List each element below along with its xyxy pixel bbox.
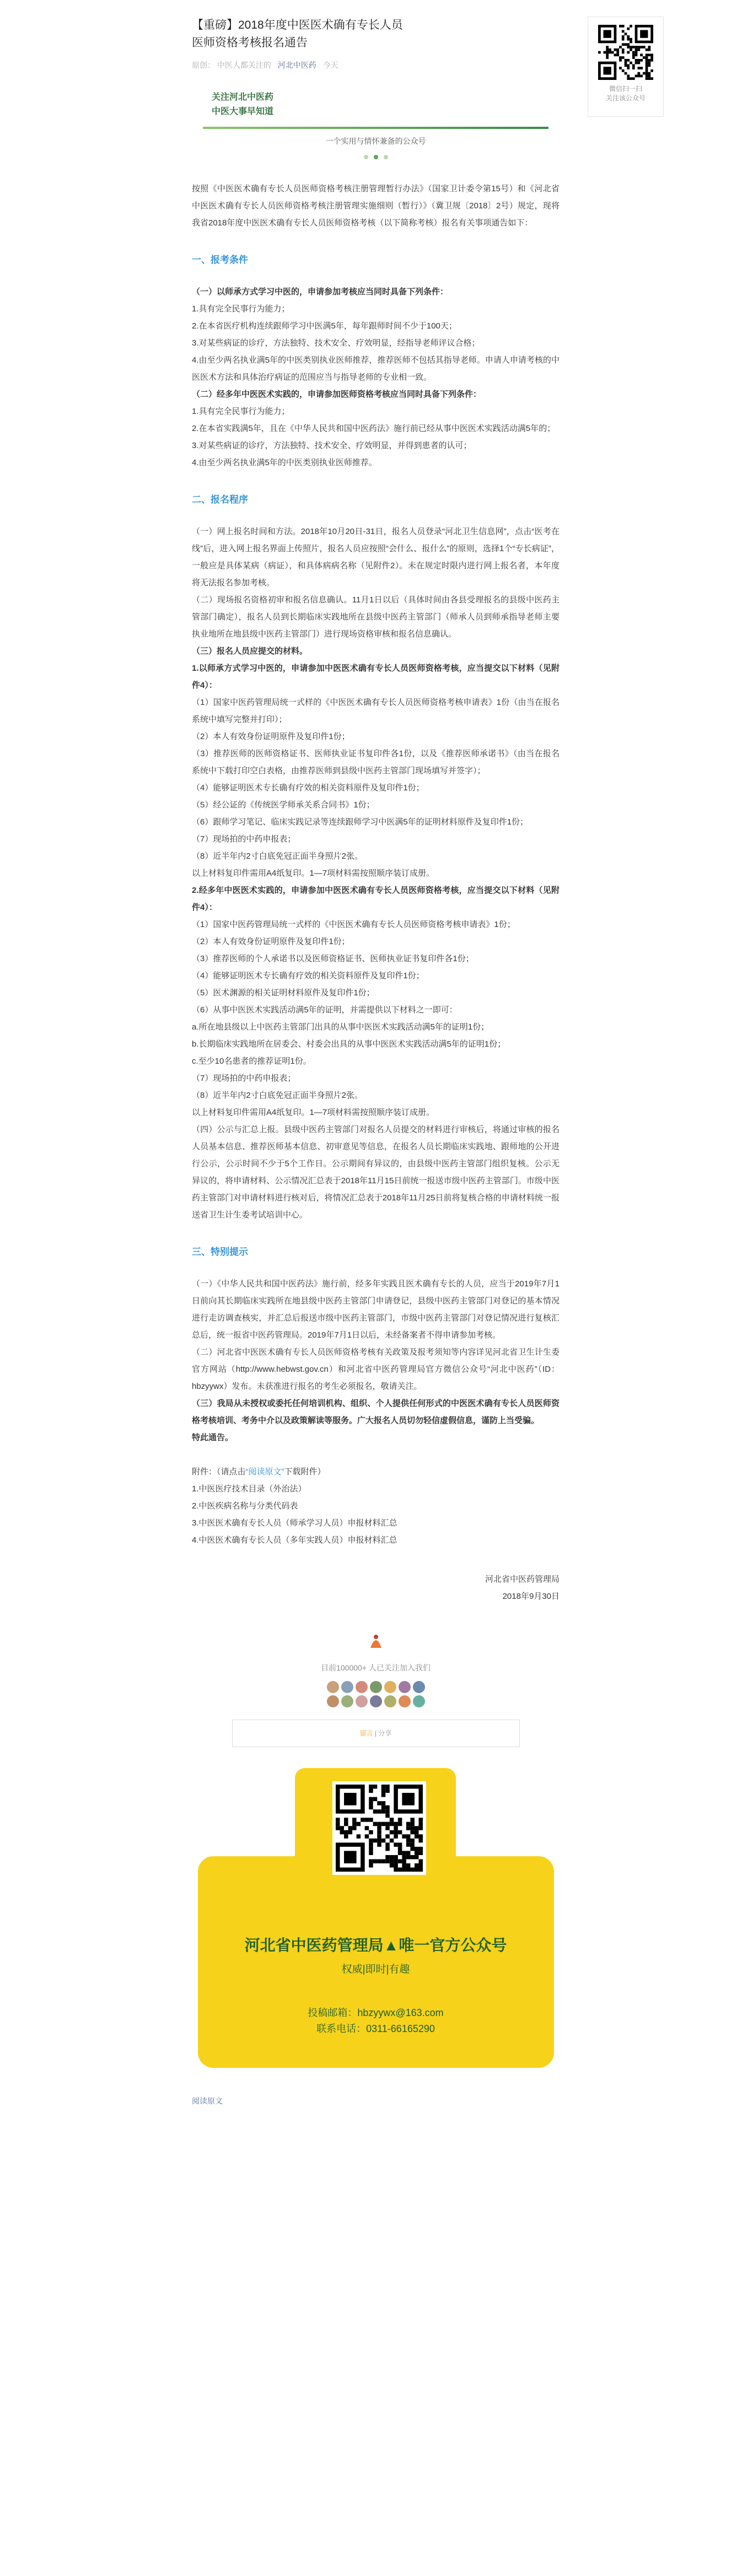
para: （7）现场拍的中药申报表； [192,834,296,844]
banner-slogan-line2: 中医大事早知道 [212,107,274,116]
avatar [370,1681,382,1693]
para: 1.具有完全民事行为能力； [192,304,290,314]
avatar [399,1695,411,1707]
para: 1.以师承方式学习中医的，申请参加中医医术确有专长人员医师资格考核，应当提交以下材料（见附件4）： [192,664,560,690]
section-title-3: 三、特别提示 [192,1247,248,1257]
avatar [384,1695,396,1707]
para: 2.在本省医疗机构连续跟师学习中医满5年，每年跟师时间不少于100天； [192,321,457,331]
para: （1）国家中医药管理局统一式样的《中医医术确有专长人员医师资格考核申请表》1份； [192,920,515,929]
account-link[interactable]: 河北中医药 [277,61,316,69]
qr-caption-2: 关注该公众号 [605,94,646,102]
para: （四）公示与汇总上报。县级中医药主管部门对报名人员提交的材料进行审核后，将通过审核的报名人员基本信息、推荐医师基本信息、初审意见等信息，在报名人员长期临床实践地、跟师地的公开进行公示，公示时间不少于5个工作日。公示期间有异议的，由县级中医药主管部门组织复核。公示无异议的，将申请材料、公示情况汇总表于2018年11月15日前统一报送市级中医药主管部门。市级中医药主管部门对申请材料进行核对后，将情况汇总表于2018年11月25日前将复核合格的申请材料统一报送省卫生计生委考试培训中心。 [192,1125,560,1220]
para: （3）推荐医师的医师资格证书、医师执业证书复印件各1份，以及《推荐医师承诺书》（由当在报名系统中下载打印空白表格，由推荐医师到县级中医药主管部门现场填写并签字）； [192,749,560,775]
card-tagline: 权威|即时|有趣 [341,1964,410,1975]
para: （一）《中华人民共和国中医药法》施行前，经多年实践且医术确有专长的人员，应当于2019年7月1日前向其长期临床实践所在地县级中医药主管部门申请登记，县级中医药主管部门对登记的基本情况进行走访调查核实，并汇总后报送市级中医药主管部门，市级中医药主管部门对登记情况进行复核汇总后，统一报省中医药管理局。2019年7月1日以后，未经备案者不得申请参加考核。 [192,1279,560,1340]
dot-active [374,155,378,159]
section-title-2: 二、报名程序 [192,494,248,505]
para: （5）医术渊源的相关证明材料原件及复印件1份； [192,988,375,998]
account-logo-icon [365,1629,387,1651]
attachment-item: 1.中医医疗技术目录（外治法） [192,1484,306,1494]
avatar [356,1681,368,1693]
article-title: 【重磅】2018年度中医医术确有专长人员医师资格考核报名通告 [192,19,403,49]
qr-caption-1: 微信扫一扫 [609,85,642,93]
comment-button[interactable]: 留言 [359,1729,373,1737]
sign-org: 河北省中医药管理局 [485,1575,560,1584]
para: （三）我局从未授权或委托任何培训机构、组织、个人提供任何形式的中医医术确有专长人员医师资格考核培训、考务中介以及政策解读等服务。广大报名人员切勿轻信虚假信息，谨防上当受骗。 [192,1399,560,1425]
para: b.长期临床实践地所在居委会、村委会出具的从事中医医术实践活动满5年的证明1份； [192,1039,506,1049]
para: （6）跟师学习笔记、临床实践记录等连续跟师学习中医满5年的证明材料原件及复印件1份； [192,817,529,827]
article [192,0,560,2106]
para: （1）国家中医药管理局统一式样的《中医医术确有专长人员医师资格考核申请表》1份（由当在报名系统中填写完整并打印）； [192,698,560,724]
para: 4.由至少两名执业满5年的中医类别执业医师推荐。 [192,458,377,467]
para: 2.经多年中医医术实践的，申请参加中医医术确有专长人员医师资格考核，应当提交以下材料（见附件4）： [192,886,560,912]
para: （7）现场拍的中药申报表； [192,1074,296,1083]
para: （6）从事中医医术实践活动满5年的证明，并需提供以下材料之一即可： [192,1005,458,1015]
avatar [327,1695,339,1707]
attachment-item: 3.中医医术确有专长人员（师承学习人员）申报材料汇总 [192,1518,397,1528]
avatar [370,1695,382,1707]
para: 特此通告。 [192,1433,234,1442]
banner-dots [192,152,560,162]
meta-date: 今天 [322,61,338,69]
para: （4）能够证明医术专长确有疗效的相关资料原件及复印件1份； [192,783,424,793]
para: （三）报名人员应提交的材料。 [192,646,308,656]
card-contact [198,2005,554,2037]
header-banner [192,86,560,163]
para: （5）经公证的《传统医学师承关系合同书》1份； [192,800,375,810]
follow-qr-panel [588,17,664,117]
banner-subtitle: 一个实用与情怀兼备的公众号 [325,137,426,145]
para: （一）网上报名时间和方法。2018年10月20日-31日，报名人员登录“河北卫生信息网”，点击“医考在线”后，进入网上报名界面上传照片，报名人员应按照“会什么、报什么”的原则，选择1个“专长病证”，一般应是具体某病（病证），和具体病病名称（见附件2）。未在规定时限内进行网上报名者，本年度将无法报名参加考核。 [192,527,560,588]
para: 以上材料复印件需用A4纸复印。1—7项材料需按照顺序装订成册。 [192,1108,435,1117]
follow-section [192,1629,560,1747]
avatar [399,1681,411,1693]
avatar [384,1681,396,1693]
article-meta [192,60,560,71]
avatar [341,1695,353,1707]
para: （二）现场报名资格初审和报名信息确认。11月1日以后（具体时间由各县受理报名的县级中医药主管部门确定），报名人员到长期临床实践地所在县级中医药主管部门（师承人员到师承指导老师主要执业地所在地县级中医药主管部门）进行现场资格审核和报名信息确认。 [192,595,560,639]
intro-paragraph: 按照《中医医术确有专长人员医师资格考核注册管理暂行办法》（国家卫计委令第15号）和《河北省中医医术确有专长人员医师资格考核注册管理实施细则（暂行）》（冀卫规〔2018〕2号）规定，现将我省2018年度中医医术确有专长人员医师资格考核（以下简称考核）报名有关事项通告如下： [192,184,560,228]
dot [364,155,368,159]
para: （2）本人有效身份证明原件及复印件1份； [192,937,350,946]
para: （2）本人有效身份证明原件及复印件1份； [192,732,350,741]
para: c.至少10名患者的推荐证明1份。 [192,1057,311,1066]
para: 4.由至少两名执业满5年的中医类别执业医师推荐，推荐医师不包括其指导老师。申请人申请考核的中医医术方法和具体治疗病证的范围应当与指导老师的专业相一致。 [192,355,560,382]
avatar [327,1681,339,1693]
attachment-item: 2.中医疾病名称与分类代码表 [192,1501,298,1511]
avatar [341,1681,353,1693]
dot [384,155,388,159]
para: a.所在地县级以上中医药主管部门出具的从事中医医术实践活动满5年的证明1份； [192,1022,490,1032]
avatar [413,1681,425,1693]
card-title: 河北省中医药管理局▲唯一官方公众号 [244,1937,507,1954]
para: （8）近半年内2寸白底免冠正面半身照片2张。 [192,1091,363,1100]
banner-slogan [212,90,273,119]
para: （8）近半年内2寸白底免冠正面半身照片2张。 [192,852,363,861]
promo-qr-code-icon [332,1781,426,1875]
avatar [356,1695,368,1707]
para: （二）河北省中医医术确有专长人员医师资格考核有关政策及报考须知等内容详见河北省卫生计生委官方网站（http://www.hebwst.gov.cn）和河北省中医药管理局官方微信公众号“河北中医药”（ID：hbzyywx）发布。未获准进行报名的考生必须报名，敬请关注。 [192,1348,560,1391]
signature [192,1571,560,1605]
share-button[interactable]: 分享 [378,1729,392,1737]
avatar [413,1695,425,1707]
attach-prefix: 附件：（请点击 [192,1467,246,1476]
para: （二）经多年中医医术实践的，申请参加医师资格考核应当同时具备下列条件： [192,390,482,399]
para: （一）以师承方式学习中医的，申请参加考核应当同时具备下列条件： [192,287,449,297]
banner-slogan-line1: 关注河北中医药 [212,93,274,102]
para: 3.对某些病证的诊疗，方法独特、技术安全、疗效明显，经指导老师评议合格； [192,338,480,348]
sign-date: 2018年9月30日 [502,1592,560,1601]
para: 2.在本省实践满5年，且在《中华人民共和国中医药法》施行前已经从事中医医术实践活动满5年的； [192,424,556,433]
read-more-link[interactable]: 阅读原文 [192,2097,223,2105]
attachments-intro [192,1463,560,1480]
promo-card [198,1768,554,2068]
para: （4）能够证明医术专长确有疗效的相关资料原件及复印件1份； [192,971,424,980]
follower-avatars [321,1680,431,1709]
para: （3）推荐医师的个人承诺书以及医师资格证书、医师执业证书复印件各1份； [192,954,474,963]
follower-count: 目前100000+ 人已关注加入我们 [321,1663,431,1672]
para: 1.具有完全民事行为能力； [192,407,290,416]
read-original-link[interactable]: “阅读原文” [245,1467,284,1476]
menu-separator: | [374,1729,377,1737]
meta-source: 原创： [192,61,215,69]
attach-suffix: 下载附件） [284,1467,326,1476]
section-title-1: 一、报考条件 [192,255,248,265]
para: 3.对某些病证的诊疗，方法独特、技术安全、疗效明显，并得到患者的认可； [192,441,472,450]
banner-divider [203,127,548,129]
comment-share-menu [232,1720,520,1747]
para: 以上材料复印件需用A4纸复印。1—7项材料需按照顺序装订成册。 [192,869,435,878]
card-email: 投稿邮箱：hbzyywx@163.com [308,2007,444,2018]
attachment-item: 4.中医医术确有专长人员（多年实践人员）申报材料汇总 [192,1535,397,1545]
meta-author: 中医人都关注的 [217,61,271,69]
qr-code-icon [598,25,653,80]
card-phone: 联系电话：0311-66165290 [316,2023,435,2034]
